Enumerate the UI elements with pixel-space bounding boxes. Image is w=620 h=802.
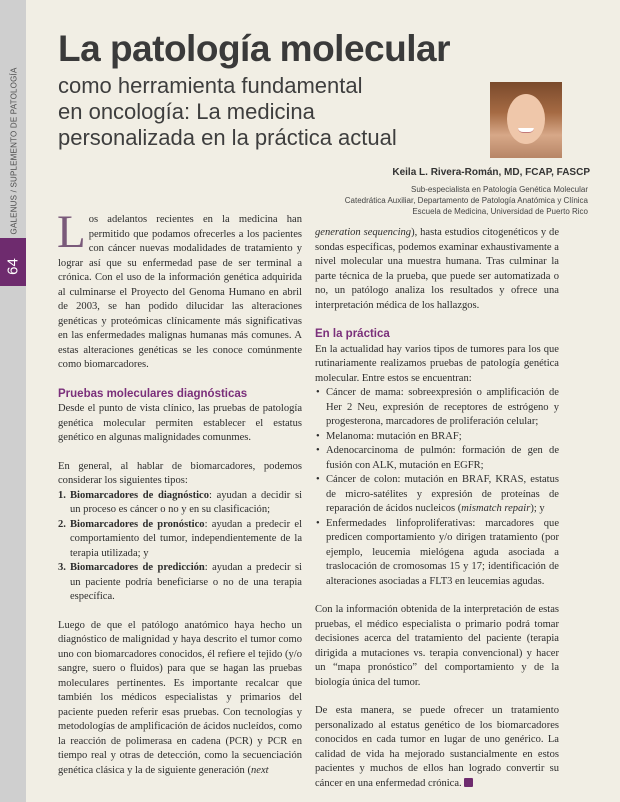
bullet-item: • Cáncer de mama: sobreexpresión o amplificación de Her 2 Neu, expresión de receptores de estrógeno y progesterona, marcadores de proliferación celular; [315, 386, 559, 430]
section-heading-diagnostic-tests: Pruebas moleculares diagnósticas [58, 387, 248, 400]
running-head: GALENUS / SUPLEMENTO DE PATOLOGÍA [9, 67, 19, 235]
subtitle-line: personalizada en la práctica actual [58, 125, 397, 150]
list-item [58, 489, 302, 518]
paragraph: Con la información obtenida de la interpretación de estas pruebas, el médico especialista o primario podrá tomar decisiones acerca del tratamiento del paciente (terapia dirigida a mutaciones vs. terapia convencional) y hacer un “mapa pronóstico” del comportamiento y de la biología única del tumor. [315, 604, 559, 688]
list-item [58, 518, 302, 562]
list-text: : ayudan a predecir si un paciente podría beneficiarse o no de una terapia específica. [70, 562, 302, 602]
paragraph-text: De esta manera, se puede ofrecer un tratamiento personalizado al estatus genético de los biomarcadores conocidos en cada tumor en lugar de uno genérico. La calidad de vida ha mejorado sustancialmente en estos pacientes y muchos de ellos han logrado convertir su cáncer en una enfermedad crónica. [315, 705, 559, 789]
paragraph [315, 226, 559, 313]
article-title: La patología molecular [58, 28, 450, 69]
paragraph: En la actualidad hay varios tipos de tumores para los que rutinariamente realizamos pruebas de patología genética molecular. Entre estos se encuentran: [315, 343, 559, 384]
article-subtitle [58, 73, 397, 151]
list-item [58, 561, 302, 605]
italic-term: generation sequencing [315, 227, 412, 238]
bullet-item: • Enfermedades linfoproliferativas: marcadores que predicen comportamiento y/o dirigen tratamiento (por ejemplo, leucemia mielógena aguda asociada a traslocación de cromosomas 15 y 17; identificación de alteraciones asociadas a FLT3 en leucemias agudas. [315, 517, 559, 590]
page-number: 64 [4, 258, 22, 275]
paragraph-text: ), hasta estudios citogenéticos y de sondas específicas, podemos examinar exhaustivamente a nivel molecular una muestra humana. Tras culminar la parte técnica de la prueba, que puede ser automatizada o no, un patólogo analiza los resultados y ofrece una interpretación médica de los hallazgos. [315, 227, 559, 311]
list-text: : ayudan a predecir el comportamiento del tumor, independientemente de la terapia utilizada; y [70, 518, 302, 559]
list-number: 2. [58, 518, 66, 530]
paragraph [58, 619, 302, 779]
author-smile [518, 128, 534, 133]
italic-term: mismatch repair [461, 503, 531, 514]
list-number: 3. [58, 562, 66, 573]
list-term: Biomarcadores de pronóstico [70, 518, 205, 530]
paragraph: Desde el punto de vista clínico, las pruebas de patología genética molecular permiten establecer el estatus genético en algunas malignidades comunmes. [58, 403, 302, 443]
list-term: Biomarcadores de diagnóstico [70, 489, 209, 501]
bullet-item: • Melanoma: mutación en BRAF; [315, 430, 559, 445]
right-column [315, 226, 559, 791]
biomarker-type-list [58, 489, 302, 605]
affiliation-line: Catedrática Auxiliar, Departamento de Patología Anatómica y Clínica [344, 196, 588, 205]
subtitle-line: en oncología: La medicina [58, 99, 315, 124]
paragraph: En general, al hablar de biomarcadores, podemos considerar los siguientes tipos: [58, 460, 302, 486]
list-number: 1. [58, 489, 66, 501]
intro-text: os adelantos recientes en la medicina han permitido que podamos ofrecerles a los pacientes con cáncer nuevas modalidades de tratamiento y lograr así que su enfermedad pase de ser terminal a crónica. Con el uso de la información genética adquirida al culminarse el Proyecto del Genoma Humano en abril de 2003, se han podido dilucidar las alteraciones genéticas y proteómicas clínicamente más significativas en las enfermedades malignas humanas más comunes. A estas alteraciones genéticas se les conoce comúnmente como biomarcadores. [58, 214, 302, 370]
paragraph-text: Luego de que el patólogo anatómico haya hecho un diagnóstico de malignidad y haya descrito el tumor como uno con biomarcadores conocidos, él refiere el tejido (y/o sangre, suero o fluidos) para que se hagan las pruebas moleculares pertinentes. Es importante recalcar que también los médicos especialistas y primarios del paciente pueden referir esas pruebas. Con tecnologías y metodologías de amplificación de ácidos nucleídos, como la reacción de polimerasa en cadena (PCR) y PCR en tiempo real y otras de detección, como la secuenciación genética clásica y la de siguiente generación ( [58, 619, 302, 776]
author-face [507, 94, 545, 144]
drop-cap: L [57, 206, 86, 258]
end-of-article-icon [464, 778, 473, 787]
list-term: Biomarcadores de predicción [70, 562, 205, 573]
bullet-text: ); y [530, 503, 545, 514]
author-name: Keila L. Rivera-Román, MD, FCAP, FASCP [392, 167, 590, 178]
bullet-item: • Adenocarcinoma de pulmón: formación de gen de fusión con ALK, mutación en EGFR; [315, 444, 559, 473]
bullet-item [315, 473, 559, 517]
list-text: : ayudan a decidir si un proceso es cáncer o no y en su clasificación; [70, 489, 302, 515]
left-column [57, 206, 302, 778]
author-affiliation [345, 184, 588, 217]
subtitle-line: como herramienta fundamental [58, 73, 363, 98]
intro-paragraph [57, 206, 302, 373]
italic-term: next [250, 764, 269, 776]
section-heading-practice: En la práctica [315, 328, 390, 340]
author-photo [490, 82, 562, 158]
paragraph [315, 704, 559, 791]
tumor-type-list [315, 386, 559, 589]
bullet-text: Cáncer de colon: mutación en BRAF, KRAS, estatus de micro-satélites y expresión de proteínas de reparación de ácidos nucleicos ( [326, 474, 559, 514]
affiliation-line: Escuela de Medicina, Universidad de Puerto Rico [412, 207, 588, 216]
affiliation-line: Sub-especialista en Patología Genética Molecular [411, 185, 588, 194]
